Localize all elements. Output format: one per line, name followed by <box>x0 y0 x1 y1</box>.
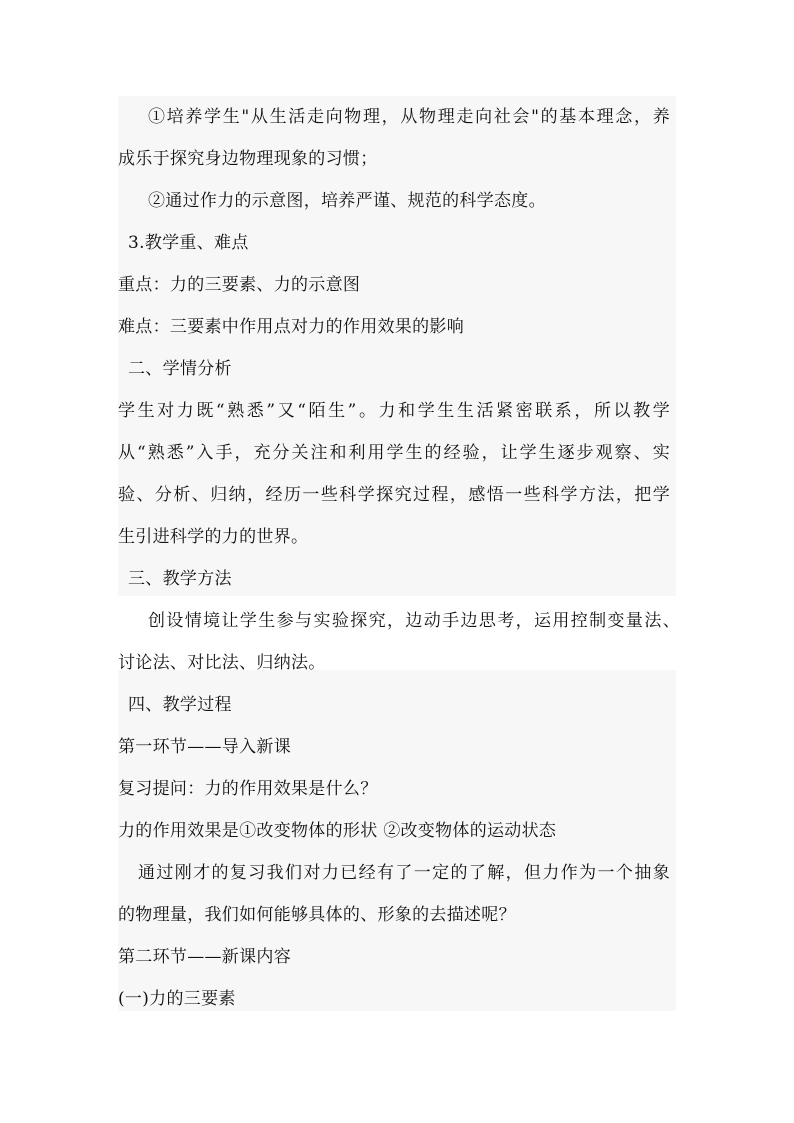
transition-line-1: 通过刚才的复习我们对力已经有了一定的了解，但力作为一个抽象 <box>138 863 670 883</box>
goal-line-3: ②通过作力的示意图，培养严谨、规范的科学态度。 <box>148 191 546 211</box>
review-question: 复习提问：力的作用效果是什么？ <box>118 779 378 799</box>
heading-teaching-method: 三、教学方法 <box>128 569 232 589</box>
method-line-1: 创设情境让学生参与实验探究，边动手边思考，运用控制变量法、 <box>148 611 680 631</box>
goal-line-2: 成乐于探究身边物理现象的习惯； <box>118 149 378 169</box>
analysis-line-1: 学生对力既“熟悉”又“陌生”。力和学生生活紧密联系，所以教学 <box>118 401 670 421</box>
text-block <box>118 96 680 1011</box>
heading-key-points: 3.教学重、难点 <box>128 233 249 253</box>
transition-line-2: 的物理量，我们如何能够具体的、形象的去描述呢？ <box>118 905 516 925</box>
section-one-title: 第一环节——导入新课 <box>118 737 291 757</box>
difficulty-line: 难点：三要素中作用点对力的作用效果的影响 <box>118 317 464 337</box>
heading-student-analysis: 二、学情分析 <box>128 359 232 379</box>
review-answer: 力的作用效果是①改变物体的形状 ②改变物体的运动状态 <box>118 821 557 841</box>
analysis-line-4: 生引进科学的力的世界。 <box>118 527 309 547</box>
goal-line-1: ①培养学生"从生活走向物理，从物理走向社会"的基本理念，养 <box>148 107 670 127</box>
heading-teaching-process: 四、教学过程 <box>128 695 232 715</box>
key-point-line: 重点：力的三要素、力的示意图 <box>118 275 361 295</box>
section-two-title: 第二环节——新课内容 <box>118 947 291 967</box>
analysis-line-2: 从“熟悉”入手，充分关注和利用学生的经验，让学生逐步观察、实 <box>118 443 670 463</box>
subsection-three-elements: (一)力的三要素 <box>118 989 236 1009</box>
method-line-2: 讨论法、对比法、归纳法。 <box>118 653 326 673</box>
analysis-line-3: 验、分析、归纳，经历一些科学探究过程，感悟一些科学方法，把学 <box>118 485 670 505</box>
